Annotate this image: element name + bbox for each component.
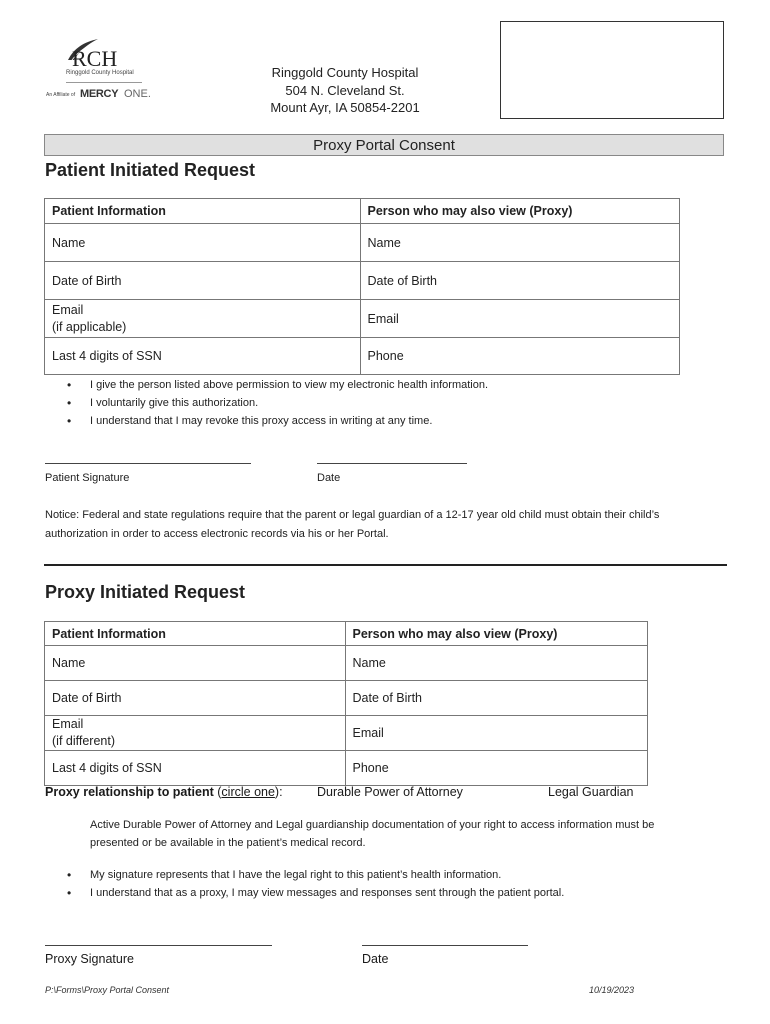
documentation-note-line-1: Active Durable Power of Attorney and Legal guardianship documentation of your right to access information must be bbox=[90, 819, 655, 831]
table-row bbox=[45, 338, 680, 375]
patient-date-line[interactable] bbox=[317, 463, 467, 464]
header-proxy-info: Person who may also view (Proxy) bbox=[360, 199, 679, 224]
section-heading-proxy: Proxy Initiated Request bbox=[45, 582, 246, 602]
patient-email-label: Email bbox=[52, 302, 84, 317]
proxy-phone-field[interactable]: Phone bbox=[360, 338, 679, 375]
list-item: • I understand that as a proxy, I may view messages and responses sent through the patient portal. bbox=[45, 884, 705, 902]
hospital-address bbox=[200, 64, 490, 117]
proxy-email-field[interactable]: Email bbox=[345, 716, 647, 751]
patient-email-field[interactable] bbox=[45, 716, 346, 751]
notice-line-2: authorization in order to access electronic records via his or her Portal. bbox=[45, 528, 389, 540]
patient-request-table bbox=[44, 198, 680, 375]
logo-affiliate-prefix: An Affiliate of bbox=[46, 92, 76, 98]
patient-dob-field[interactable]: Date of Birth bbox=[45, 681, 346, 716]
table-row bbox=[45, 262, 680, 300]
header-patient-info: Patient Information bbox=[45, 199, 361, 224]
table-row bbox=[45, 716, 648, 751]
header-patient-info: Patient Information bbox=[45, 622, 346, 646]
proxy-date-label: Date bbox=[362, 952, 389, 966]
patient-email-label: Email bbox=[52, 717, 84, 731]
logo-divider bbox=[66, 82, 142, 83]
patient-name-field[interactable]: Name bbox=[45, 646, 346, 681]
patient-ssn-field[interactable]: Last 4 digits of SSN bbox=[45, 338, 361, 375]
patient-signature-label: Patient Signature bbox=[45, 472, 130, 484]
address-line-2: 504 N. Cleveland St. bbox=[285, 82, 405, 98]
patient-dob-field[interactable]: Date of Birth bbox=[45, 262, 361, 300]
section-divider bbox=[44, 564, 727, 566]
hospital-logo bbox=[44, 38, 154, 108]
proxy-request-table bbox=[44, 621, 648, 786]
table-row bbox=[45, 681, 648, 716]
relationship-close: ): bbox=[274, 785, 283, 799]
option-durable-power-of-attorney[interactable]: Durable Power of Attorney bbox=[317, 785, 463, 799]
proxy-email-field[interactable]: Email bbox=[360, 300, 679, 338]
table-row bbox=[45, 224, 680, 262]
proxy-name-field[interactable]: Name bbox=[345, 646, 647, 681]
address-line-1: Ringgold County Hospital bbox=[271, 65, 419, 80]
documentation-note bbox=[90, 816, 730, 852]
table-row bbox=[45, 300, 680, 338]
relationship-label: Proxy relationship to patient bbox=[45, 785, 214, 799]
patient-date-label: Date bbox=[317, 472, 341, 484]
table-row bbox=[45, 646, 648, 681]
address-line-3: Mount Ayr, IA 50854-2201 bbox=[270, 100, 420, 115]
proxy-dob-field[interactable]: Date of Birth bbox=[345, 681, 647, 716]
list-item: • My signature represents that I have the legal right to this patient’s health information. bbox=[45, 866, 705, 884]
logo-brand: RCH bbox=[72, 46, 118, 71]
list-item: • I understand that I may revoke this proxy access in writing at any time. bbox=[45, 412, 705, 430]
relationship-circle-one: circle one bbox=[221, 785, 275, 799]
proxy-name-field[interactable]: Name bbox=[360, 224, 679, 262]
logo-subtitle: Ringgold County Hospital bbox=[66, 70, 134, 76]
list-item: • I give the person listed above permission to view my electronic health information. bbox=[45, 376, 705, 394]
option-legal-guardian[interactable]: Legal Guardian bbox=[548, 785, 634, 799]
proxy-signature-line[interactable] bbox=[45, 945, 272, 946]
list-item: • I voluntarily give this authorization. bbox=[45, 394, 705, 412]
footer-path: P:\Forms\Proxy Portal Consent bbox=[45, 985, 170, 995]
form-title: Proxy Portal Consent bbox=[44, 134, 724, 156]
relationship-row bbox=[45, 785, 283, 799]
proxy-signature-label: Proxy Signature bbox=[45, 952, 134, 966]
logo-one: ONE. bbox=[124, 88, 151, 100]
patient-signature-line[interactable] bbox=[45, 463, 251, 464]
proxy-date-line[interactable] bbox=[362, 945, 528, 946]
patient-email-note: (if different) bbox=[52, 734, 115, 748]
label-box[interactable] bbox=[500, 21, 724, 119]
section-heading-patient: Patient Initiated Request bbox=[45, 160, 256, 180]
footer-date: 10/19/2023 bbox=[589, 985, 635, 995]
table-header-row bbox=[45, 199, 680, 224]
header-proxy-info: Person who may also view (Proxy) bbox=[345, 622, 647, 646]
patient-name-field[interactable]: Name bbox=[45, 224, 361, 262]
relationship-open: ( bbox=[213, 785, 222, 799]
notice-line-1: Notice: Federal and state regulations require that the parent or legal guardian of a 12-17 year old child must obtain their child’s bbox=[45, 509, 660, 521]
patient-email-note: (if applicable) bbox=[52, 319, 127, 334]
table-header-row bbox=[45, 622, 648, 646]
patient-consent-list bbox=[45, 376, 705, 430]
logo-mercy: MERCY bbox=[80, 88, 119, 100]
documentation-note-line-2: presented or be available in the patient’s medical record. bbox=[90, 837, 366, 849]
notice-text bbox=[45, 506, 745, 544]
patient-ssn-field[interactable]: Last 4 digits of SSN bbox=[45, 751, 346, 786]
proxy-consent-list bbox=[45, 866, 705, 902]
patient-email-field[interactable] bbox=[45, 300, 361, 338]
table-row bbox=[45, 751, 648, 786]
proxy-dob-field[interactable]: Date of Birth bbox=[360, 262, 679, 300]
proxy-phone-field[interactable]: Phone bbox=[345, 751, 647, 786]
